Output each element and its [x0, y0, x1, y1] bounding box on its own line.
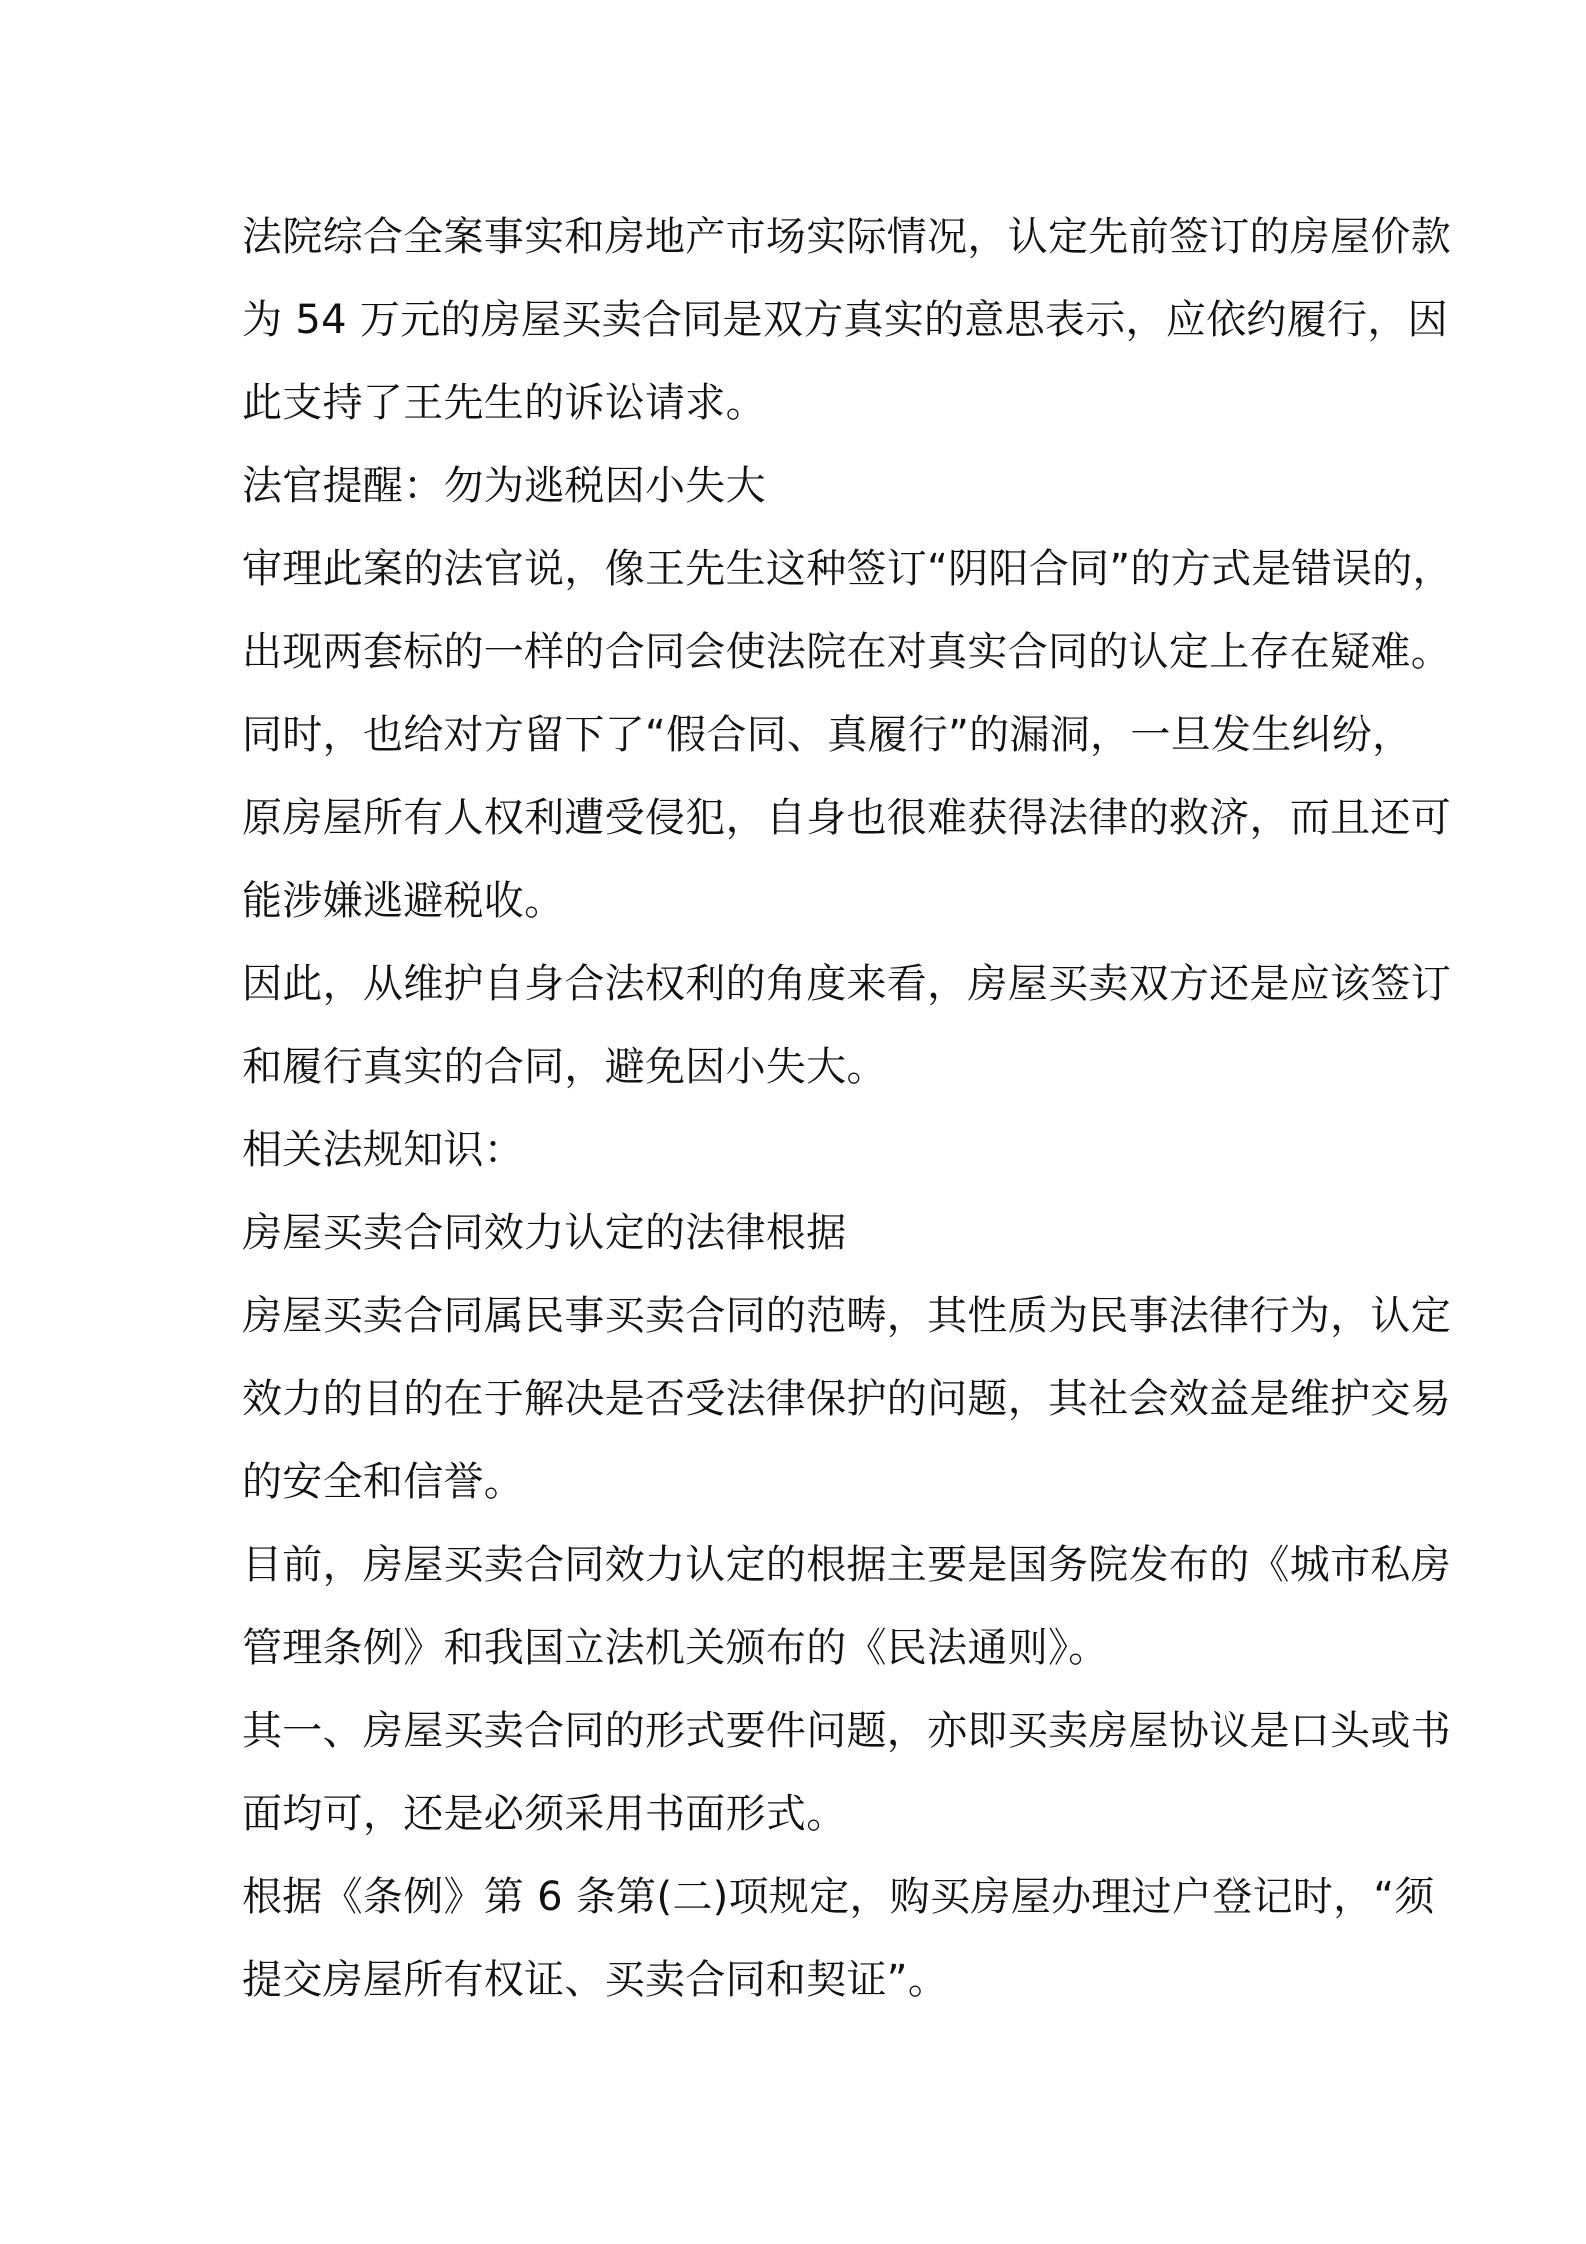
text-line: 法院综合全案事实和房地产市场实际情况，认定先前签订的房屋价款: [242, 214, 1451, 260]
text-line: 房屋买卖合同属民事买卖合同的范畴，其性质为民事法律行为，认定: [242, 1293, 1451, 1339]
text-line: 此支持了王先生的诉讼请求。: [242, 380, 766, 426]
text-line: 目前，房屋买卖合同效力认定的根据主要是国务院发布的《城市私房: [242, 1542, 1451, 1588]
document-body: [242, 196, 1453, 2022]
section-heading: 房屋买卖合同效力认定的法律根据: [242, 1210, 847, 1256]
text-line: 审理此案的法官说，像王先生这种签订“阴阳合同”的方式是错误的，: [242, 546, 1453, 592]
text-line: 管理条例》和我国立法机关颁布的《民法通则》。: [242, 1625, 1109, 1671]
text-line: 根据《条例》第 6 条第(二)项规定，购买房屋办理过户登记时，“须: [242, 1874, 1435, 1920]
text-line: 其一、房屋买卖合同的形式要件问题，亦即买卖房屋协议是口头或书: [242, 1708, 1451, 1754]
text-line: 和履行真实的合同，避免因小失大。: [242, 1044, 887, 1090]
text-line: 效力的目的在于解决是否受法律保护的问题，其社会效益是维护交易: [242, 1376, 1451, 1422]
text-line: 能涉嫌逃避税收。: [242, 878, 565, 924]
text-line: 原房屋所有人权利遭受侵犯，自身也很难获得法律的救济，而且还可: [242, 795, 1451, 841]
text-line: 的安全和信誉。: [242, 1459, 525, 1505]
text-line: 因此，从维护自身合法权利的角度来看，房屋买卖双方还是应该签订: [242, 961, 1451, 1007]
text-line: 出现两套标的一样的合同会使法院在对真实合同的认定上存在疑难。: [242, 629, 1451, 675]
section-heading: 相关法规知识：: [242, 1127, 525, 1173]
text-line: 同时，也给对方留下了“假合同、真履行”的漏洞，一旦发生纠纷，: [242, 712, 1413, 758]
text-line: 提交房屋所有权证、买卖合同和契证”。: [242, 1957, 949, 2003]
section-heading: 法官提醒：勿为逃税因小失大: [242, 463, 766, 509]
text-line: 面均可，还是必须采用书面形式。: [242, 1791, 847, 1837]
text-line: 为 54 万元的房屋买卖合同是双方真实的意思表示，应依约履行，因: [242, 297, 1448, 343]
